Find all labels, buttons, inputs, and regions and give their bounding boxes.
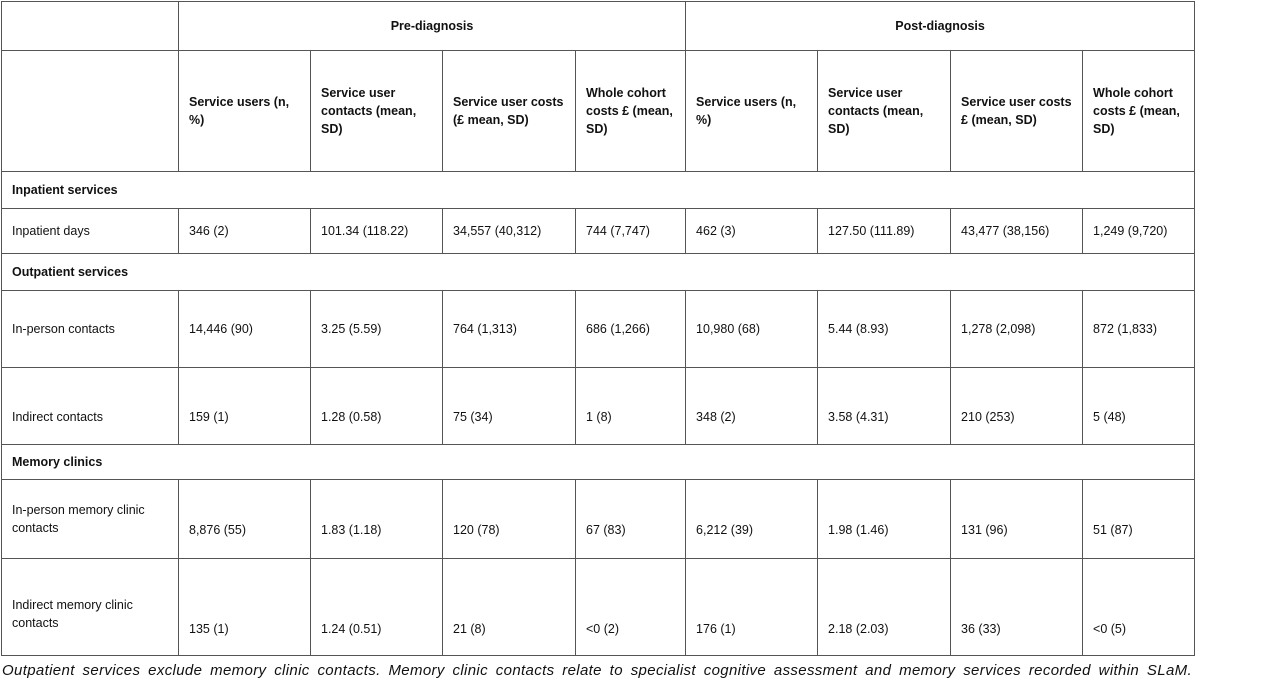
corner-cell	[2, 2, 179, 51]
table-cell: 159 (1)	[179, 368, 311, 445]
table-row	[2, 480, 1195, 559]
table-cell: 346 (2)	[179, 209, 311, 254]
section-row-inpatient	[2, 172, 1195, 209]
table-cell: 36 (33)	[951, 559, 1083, 656]
section-row-outpatient	[2, 254, 1195, 291]
row-label: In-person contacts	[2, 291, 179, 368]
table-cell: 8,876 (55)	[179, 480, 311, 559]
table-cell: 6,212 (39)	[686, 480, 818, 559]
table-cell: 744 (7,747)	[576, 209, 686, 254]
table-footnote: Outpatient services exclude memory clinic contacts. Memory clinic contacts relate to specialist cognitive assessment and memory services recorded within SLaM.	[2, 662, 1192, 679]
section-title: Inpatient services	[2, 172, 1195, 209]
table-cell: 131 (96)	[951, 480, 1083, 559]
table-cell: 764 (1,313)	[443, 291, 576, 368]
table-cell: 3.58 (4.31)	[818, 368, 951, 445]
table-cell: 75 (34)	[443, 368, 576, 445]
table-cell: 10,980 (68)	[686, 291, 818, 368]
row-label-header	[2, 51, 179, 172]
group-pre-diagnosis: Pre-diagnosis	[179, 2, 686, 51]
table-cell: 120 (78)	[443, 480, 576, 559]
table-cell: 1,249 (9,720)	[1083, 209, 1195, 254]
row-label: Indirect contacts	[2, 368, 179, 445]
table-cell: 1.98 (1.46)	[818, 480, 951, 559]
table-cell: 872 (1,833)	[1083, 291, 1195, 368]
table-cell: 14,446 (90)	[179, 291, 311, 368]
table-cell: 3.25 (5.59)	[311, 291, 443, 368]
column-header: Service users (n, %)	[686, 51, 818, 172]
section-title: Memory clinics	[2, 445, 1195, 480]
table-cell: <0 (5)	[1083, 559, 1195, 656]
column-header: Whole cohort costs £ (mean, SD)	[1083, 51, 1195, 172]
column-header: Service user costs £ (mean, SD)	[951, 51, 1083, 172]
table-cell: 127.50 (111.89)	[818, 209, 951, 254]
table-row	[2, 209, 1195, 254]
table-cell: 34,557 (40,312)	[443, 209, 576, 254]
table-cell: 135 (1)	[179, 559, 311, 656]
group-header-row	[2, 2, 1195, 51]
column-header: Service users (n, %)	[179, 51, 311, 172]
table-cell: 51 (87)	[1083, 480, 1195, 559]
table-row	[2, 559, 1195, 656]
table-cell: 5.44 (8.93)	[818, 291, 951, 368]
column-header: Whole cohort costs £ (mean, SD)	[576, 51, 686, 172]
section-row-memory	[2, 445, 1195, 480]
column-header: Service user contacts (mean, SD)	[818, 51, 951, 172]
group-post-diagnosis: Post-diagnosis	[686, 2, 1195, 51]
table-cell: 1.83 (1.18)	[311, 480, 443, 559]
row-label: In-person memory clinic contacts	[2, 480, 179, 559]
table-cell: 1.28 (0.58)	[311, 368, 443, 445]
table-cell: 210 (253)	[951, 368, 1083, 445]
table-cell: 43,477 (38,156)	[951, 209, 1083, 254]
table-cell: 101.34 (118.22)	[311, 209, 443, 254]
column-header: Service user contacts (mean, SD)	[311, 51, 443, 172]
table-cell: 67 (83)	[576, 480, 686, 559]
table-cell: 1.24 (0.51)	[311, 559, 443, 656]
section-title: Outpatient services	[2, 254, 1195, 291]
table-cell: 1,278 (2,098)	[951, 291, 1083, 368]
row-label: Indirect memory clinic contacts	[2, 559, 179, 656]
table-cell: 2.18 (2.03)	[818, 559, 951, 656]
cost-table	[1, 1, 1195, 656]
table-cell: 5 (48)	[1083, 368, 1195, 445]
column-header-row	[2, 51, 1195, 172]
table-row	[2, 291, 1195, 368]
table-cell: 176 (1)	[686, 559, 818, 656]
table-cell: <0 (2)	[576, 559, 686, 656]
row-label: Inpatient days	[2, 209, 179, 254]
table-cell: 462 (3)	[686, 209, 818, 254]
table-cell: 1 (8)	[576, 368, 686, 445]
table-row	[2, 368, 1195, 445]
column-header: Service user costs (£ mean, SD)	[443, 51, 576, 172]
table-cell: 21 (8)	[443, 559, 576, 656]
table-cell: 348 (2)	[686, 368, 818, 445]
table-cell: 686 (1,266)	[576, 291, 686, 368]
